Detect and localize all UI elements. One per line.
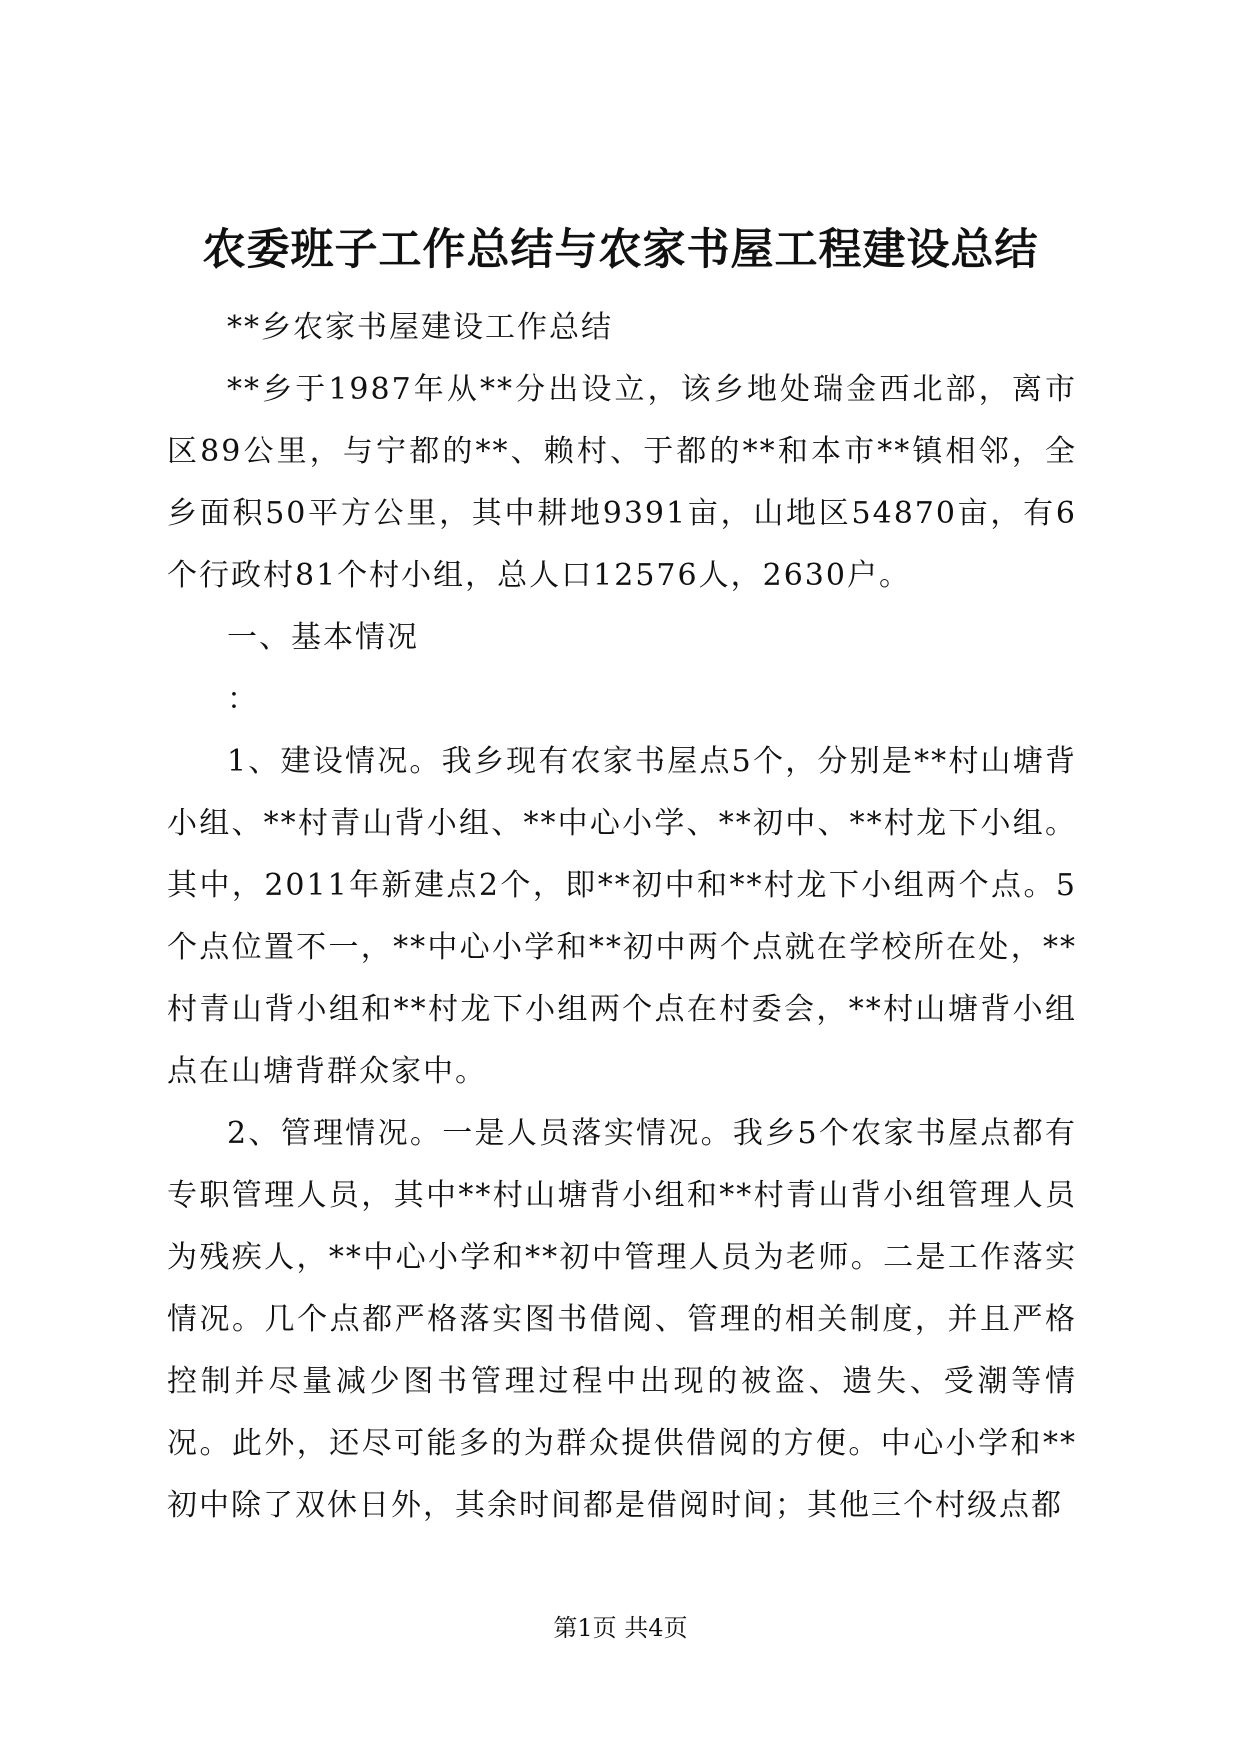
paragraph-overview: **乡于1987年从**分出设立，该乡地处瑞金西北部，离市区89公里，与宁都的**、赖村、于都的**和本市**镇相邻，全乡面积50平方公里，其中耕地9391亩，山地区54870亩，有6个行政村81个村小组，总人口12576人，2630户。 <box>167 372 1077 593</box>
page-footer: 第1页 共4页 <box>553 1614 688 1642</box>
document-title: 农委班子工作总结与农家书屋工程建设总结 <box>202 225 1039 275</box>
paragraph-construction: 1、建设情况。我乡现有农家书屋点5个，分别是**村山塘背小组、**村青山背小组、**中心小学、**初中、**村龙下小组。其中，2011年新建点2个，即**初中和**村龙下小组两个点。5个点位置不一，**中心小学和**初中两个点就在学校所在处，**村青山背小组和**村龙下小组两个点在村委会，**村山塘背小组点在山塘背群众家中。 <box>167 744 1077 1089</box>
paragraph-management: 2、管理情况。一是人员落实情况。我乡5个农家书屋点都有专职管理人员，其中**村山塘背小组和**村青山背小组管理人员为残疾人，**中心小学和**初中管理人员为老师。二是工作落实情况。几个点都严格落实图书借阅、管理的相关制度，并且严格控制并尽量减少图书管理过程中出现的被盗、遗失、受潮等情况。此外，还尽可能多的为群众提供借阅的方便。中心小学和**初中除了双休日外，其余时间都是借阅时间；其他三个村级点都 <box>167 1116 1077 1523</box>
paragraph-subtitle: **乡农家书屋建设工作总结 <box>227 310 613 345</box>
document-body <box>167 297 1077 1537</box>
paragraph-colon: ： <box>227 682 259 717</box>
section-heading-basic: 一、基本情况 <box>227 620 419 655</box>
